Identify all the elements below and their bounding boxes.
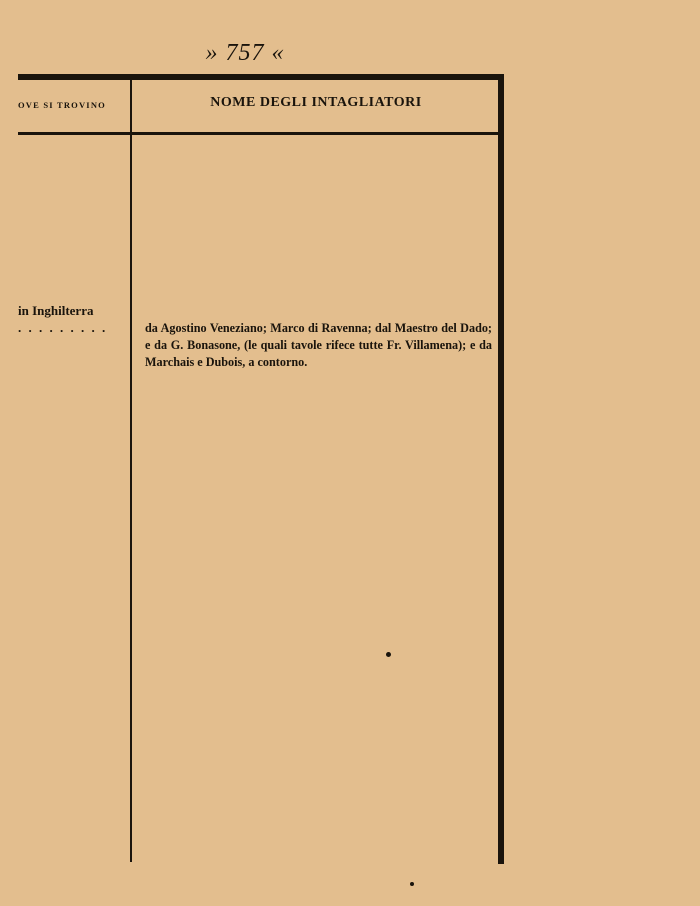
header-bottom-rule: [18, 132, 504, 135]
column-divider: [130, 80, 132, 862]
table-right-border: [498, 74, 504, 864]
entry-location-leader: . . . . . . . . .: [18, 320, 108, 335]
page-number: » 757 «: [205, 40, 285, 66]
ink-speck: [386, 652, 391, 657]
entry-location: in Inghilterra: [18, 303, 94, 318]
column-header-location: OVE SI TROVINO: [18, 100, 106, 110]
column-header-engravers: NOME DEGLI INTAGLIATORI: [210, 95, 422, 110]
entry-engravers: da Agostino Veneziano; Marco di Ravenna; dal Maestro del Dado; e da G. Bonasone, (le quali tavole rifece tutte Fr. Villamena); e da Marchais e Dubois, a contorno.: [145, 321, 492, 369]
ink-speck: [410, 882, 414, 886]
table-top-rule: [18, 74, 504, 80]
